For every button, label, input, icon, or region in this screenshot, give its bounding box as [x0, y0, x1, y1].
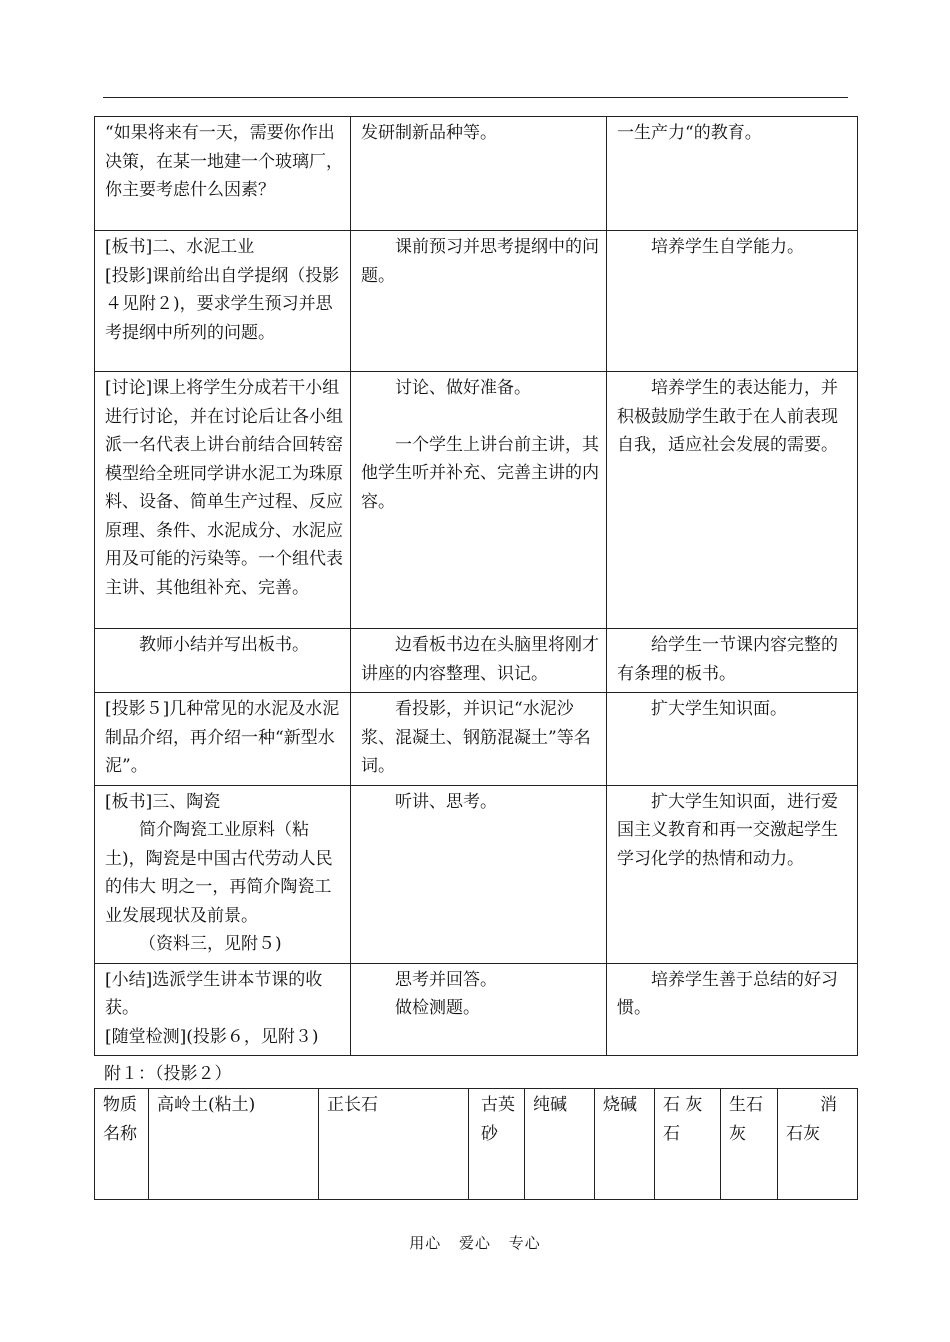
- substance-cell: 石 灰石: [655, 1089, 721, 1200]
- footer-word: 爱心: [458, 1234, 491, 1252]
- teacher-activity-cell: [投影５]几种常见的水泥及水泥制品介绍，再介绍一种“新型水泥”。: [95, 693, 351, 786]
- student-activity-cell: 课前预习并思考提纲中的问题。: [351, 231, 607, 372]
- substance-cell: 生石灰: [721, 1089, 778, 1200]
- teacher-activity-cell: [板书]三、陶瓷 简介陶瓷工业原料（粘土)，陶瓷是中国古代劳动人民的伟大 明之一，再简介陶瓷工业发展现状及前景。 （资料三，见附５): [95, 785, 351, 963]
- design-purpose-cell: 培养学生善于总结的好习惯。: [607, 963, 858, 1056]
- table-row: [95, 785, 858, 963]
- design-purpose-cell: 一生产力“的教育。: [607, 117, 858, 231]
- substance-cell: 烧碱: [595, 1089, 655, 1200]
- design-purpose-cell: 给学生一节课内容完整的有条理的板书。: [607, 629, 858, 693]
- table-row: [95, 693, 858, 786]
- table-row: [95, 231, 858, 372]
- table-row: [95, 117, 858, 231]
- student-activity-cell: 听讲、思考。: [351, 785, 607, 963]
- student-activity-cell: 讨论、做好准备。 一个学生上讲台前主讲，其他学生听并补充、完善主讲的内容。: [351, 372, 607, 629]
- lesson-plan-table: [94, 116, 858, 1056]
- design-purpose-cell: 扩大学生知识面。: [607, 693, 858, 786]
- footer-word: 用心: [409, 1234, 442, 1252]
- teacher-activity-cell: [板书]二、水泥工业 [投影]课前给出自学提纲（投影４见附２)，要求学生预习并思考提纲中所列的问题。: [95, 231, 351, 372]
- student-activity-cell: 思考并回答。 做检测题。: [351, 963, 607, 1056]
- table-row: [95, 629, 858, 693]
- substance-cell: 消石灰: [778, 1089, 858, 1200]
- design-purpose-cell: 培养学生自学能力。: [607, 231, 858, 372]
- table-row: [95, 372, 858, 629]
- header-rule: [103, 97, 848, 98]
- teacher-activity-cell: 教师小结并写出板书。: [95, 629, 351, 693]
- table-row: [95, 963, 858, 1056]
- appendix-title: 附１：（投影２）: [104, 1064, 232, 1084]
- teacher-activity-cell: “如果将来有一天，需要你作出决策，在某一地建一个玻璃厂，你主要考虑什么因素？: [95, 117, 351, 231]
- table-row: [95, 1089, 858, 1200]
- design-purpose-cell: 培养学生的表达能力，并积极鼓励学生敢于在人前表现自我，适应社会发展的需要。: [607, 372, 858, 629]
- student-activity-cell: 发研制新品种等。: [351, 117, 607, 231]
- teacher-activity-cell: [讨论]课上将学生分成若干小组进行讨论，并在讨论后让各小组派一名代表上讲台前结合回转窑模型给全班同学讲水泥工为珠原料、设备、简单生产过程、反应原理、条件、水泥成分、水泥应用及可能的污染等。一个组代表主讲、其他组补充、完善。: [95, 372, 351, 629]
- design-purpose-cell: 扩大学生知识面，进行爱国主义教育和再一交激起学生学习化学的热情和动力。: [607, 785, 858, 963]
- page-footer: [0, 1231, 950, 1255]
- student-activity-cell: 边看板书边在头脑里将刚才讲座的内容整理、识记。: [351, 629, 607, 693]
- substance-cell: 正长石: [319, 1089, 469, 1200]
- substance-table: [94, 1088, 858, 1200]
- substance-cell: 纯碱: [525, 1089, 595, 1200]
- substance-cell: 高岭土(粘土): [149, 1089, 319, 1200]
- teacher-activity-cell: [小结]选派学生讲本节课的收获。 [随堂检测](投影６，见附３): [95, 963, 351, 1056]
- footer-word: 专心: [508, 1234, 541, 1252]
- student-activity-cell: 看投影，并识记“水泥沙浆、混凝土、钢筋混凝土”等名词。: [351, 693, 607, 786]
- header-cell: 物质名称: [95, 1089, 149, 1200]
- substance-cell: 古英砂: [469, 1089, 525, 1200]
